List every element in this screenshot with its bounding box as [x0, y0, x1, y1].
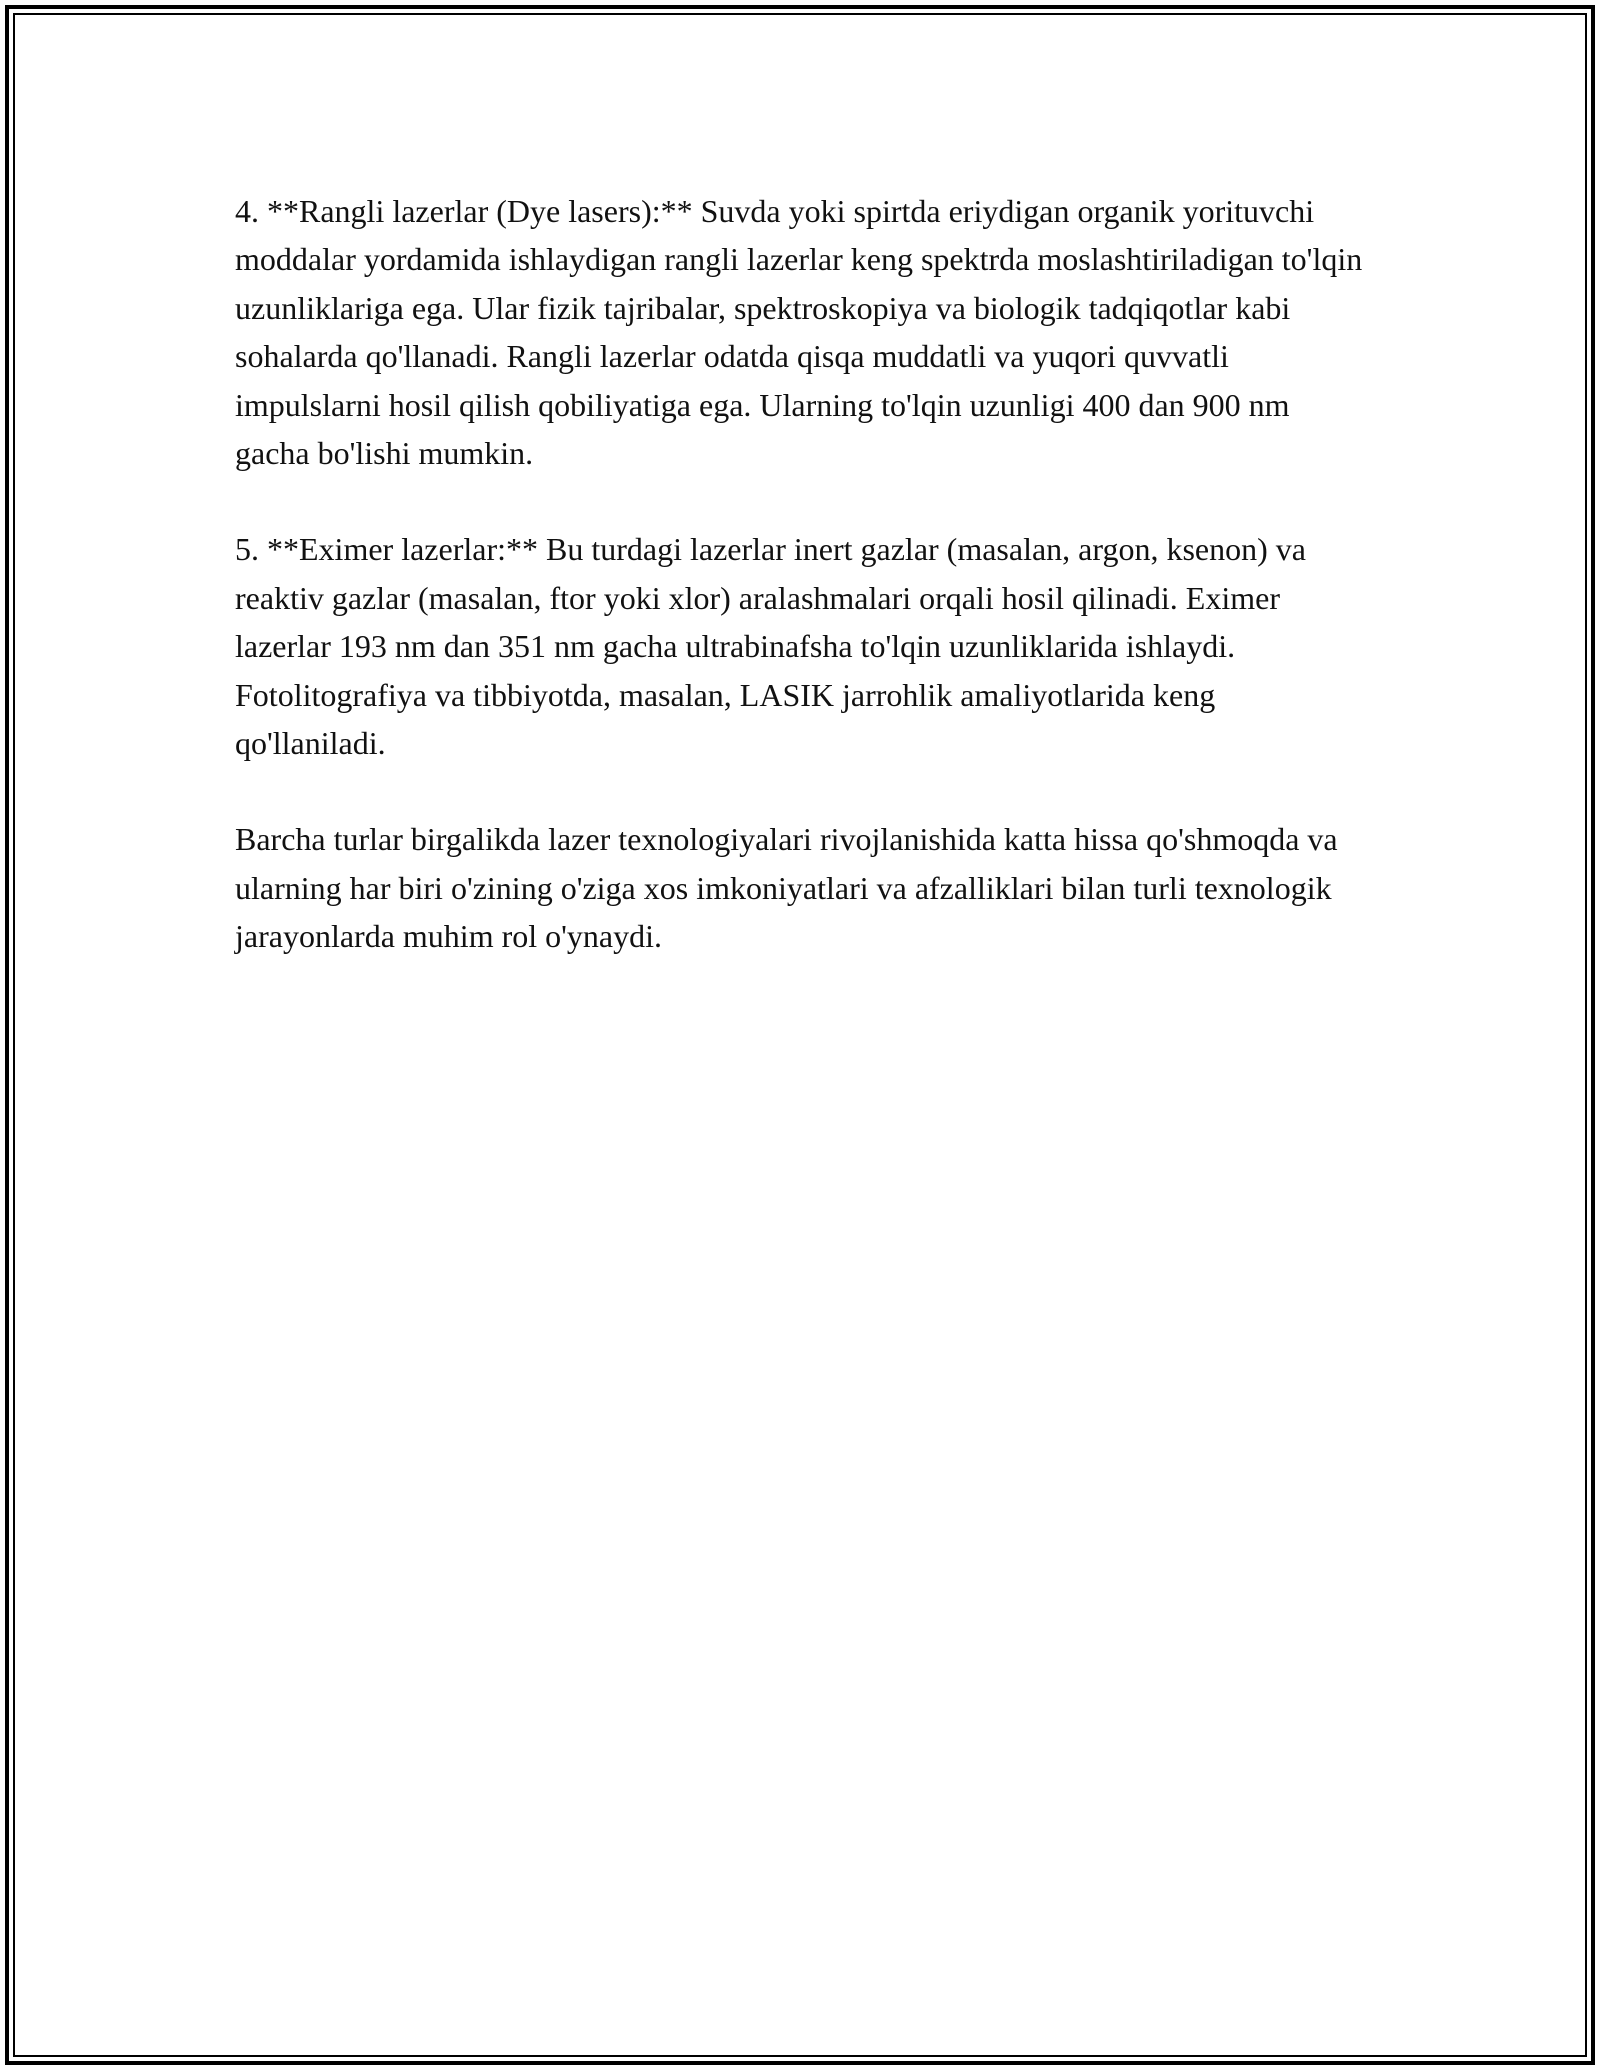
document-body: [235, 187, 1365, 1009]
paragraph-dye-lasers: 4. **Rangli lazerlar (Dye lasers):** Suvda yoki spirtda eriydigan organik yorituvchi moddalar yordamida ishlaydigan rangli lazerlar keng spektrda moslashtiriladigan to'lqin uzunliklariga ega. Ular fizik tajribalar, spektroskopiya va biologik tadqiqotlar kabi sohalarda qo'llanadi. Rangli lazerlar odatda qisqa muddatli va yuqori quvvatli impulslarni hosil qilish qobiliyatiga ega. Ularning to'lqin uzunligi 400 dan 900 nm gacha bo'lishi mumkin.: [235, 193, 1363, 472]
paragraph-conclusion: Barcha turlar birgalikda lazer texnologiyalari rivojlanishida katta hissa qo'shmoqda va ularning har biri o'zining o'ziga xos imkoniyatlari va afzalliklari bilan turli texnologik jarayonlarda muhim rol o'ynaydi.: [235, 821, 1338, 955]
paragraph-excimer-lasers: 5. **Eximer lazerlar:** Bu turdagi lazerlar inert gazlar (masalan, argon, ksenon) va reaktiv gazlar (masalan, ftor yoki xlor) aralashmalari orqali hosil qilinadi. Eximer lazerlar 193 nm dan 351 nm gacha ultrabinafsha to'lqin uzunliklarida ishlaydi. Fotolitografiya va tibbiyotda, masalan, LASIK jarrohlik amaliyotlarida keng qo'llaniladi.: [235, 531, 1306, 762]
